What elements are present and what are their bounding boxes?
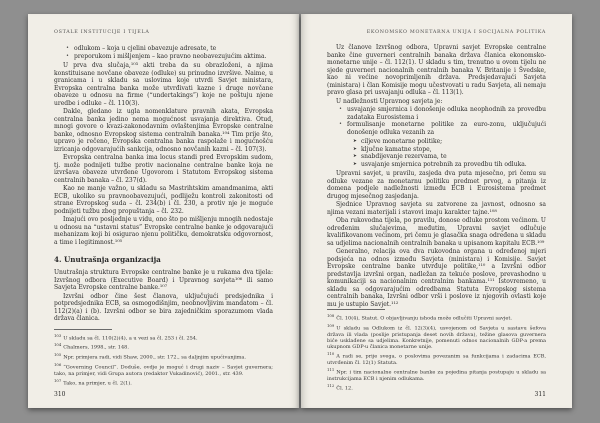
list-item-text: usvajanje smjernica potrebnih za provedbu tih odluka.	[361, 160, 527, 168]
list-item-text: formulisanje monetarne politike za euro-zonu, uključujući donošenje odluka vezanih za	[347, 121, 546, 136]
footnote-number: 108	[327, 313, 335, 318]
paragraph: Generalno, relacija ova dva rukovodna organa u određenoj mjeri podsjeća na odnos između Savjeta (ministara) i Komisije. Savjet Evropske centralne banke utvrđuje politike,¹¹⁰ a Izvršni odbor predstavlja izvršni organ, nadležan za tekuće poslove, prevashodno u komunikaciji sa nacionalnim centralnim bankama.¹¹¹ Istovremeno, u skladu sa odgovarajućim odredbama Statuta Evropskog sistema centralnih banaka, Izvršni odbor vrši i poslove iz njegovih ovlasti koje mu je ustupio Savjet.¹¹²	[327, 248, 546, 308]
footnote-number: 109	[327, 322, 335, 328]
footnote	[54, 378, 273, 387]
footnote-text: Npr. i tim nacionalne centralne banke za pojedina pitanja postupaju u skladu sa instrukcijama ECB i njenim odlukama.	[327, 370, 546, 383]
left-page-body	[54, 44, 273, 324]
footnote-text: Chalmers, 1998., str. 148.	[63, 345, 129, 352]
footnotes-left	[54, 329, 273, 397]
bullet-icon: •	[66, 52, 69, 59]
footnote	[327, 313, 546, 322]
bullet-icon: •	[339, 106, 342, 112]
footnote-text: “Governing Council”. Doduše, ovdje je moguć i drugi naziv – Savjet guvernera; tako, na primjer, vidi Grupa autora (redaktor Vukadinović), 2001., str. 439.	[54, 364, 273, 377]
footnote-number: 111	[327, 367, 335, 373]
footnote	[327, 367, 546, 382]
footnote-rule	[54, 329, 112, 330]
footnote-text: U skladu sa Odlukom iz čl. 12(3)(4), usvojenom od Savjeta u sastavu šefova država ili vlada (poslije pristupanja deset novih država), težine glasova guvernera biće usklađene sa udjelima. Konkretnije, pomenuti odnos nacionalnih GDP-a prema ukupnom GDP-u članica monetarne unije.	[327, 325, 546, 351]
footnote-number: 104	[54, 342, 62, 348]
paragraph: Dakle, gledano iz ugla nomenklature pravnih akata, Evropska centralna banka jedino nema mogućnost usvajanja direktiva. Otud, mnogi govore o kvazi-zakonodavnim ovlaštenjima Evropske centralne banke, odnosno Evropskog sistema centralnih banaka.¹⁰⁴ Tim prije što, upravo je rečeno, Evropska centralna banka raspolaže i mogućnošću izricanja odgovarajućih sankcija, odnosno novčanih kazni – čl. 107(3).	[54, 108, 273, 153]
footnote-text: A radi se, prije svega, o poslovima povezanim sa funkcijama i zadacima ECB, utvrđenim čl. 12(1) Statuta.	[327, 353, 546, 367]
paragraph: Evropska centralna banka ima locus standi pred Evropskim sudom, tj. može podnijeti tužbe protiv nacionalne centralne banke koja ne izvršava obaveze utvrđene Ugovorom i Statutom Evropskog sistema centralnih banaka – čl. 237(d).	[54, 154, 273, 184]
paragraph: Kao ne manje važno, u skladu sa Mastrihtskim amandmanima, akti ECB, ukoliko su pravnoobavezujući, podliježu kontroli zakonitosti od strane Evropskog suda – čl. 234(b) i čl. 230, a protiv nje je moguće podnijeti tužbu zbog propuštanja – čl. 232.	[54, 185, 273, 215]
arrow-bullet-icon: ➤	[353, 161, 357, 167]
footnote-text: Tako, na primjer, u čl. 2(1).	[63, 380, 132, 387]
list-item-text: ciljeve monetarne politike;	[361, 138, 443, 145]
footnote-text: Npr. primjera radi, vidi Shaw, 2000., str. 172., sa daljnjim upućivanjima.	[63, 354, 246, 361]
footnote-text: U skladu sa čl. 110(2)(4), a u vezi sa čl. 253 i čl. 254.	[63, 335, 198, 342]
paragraph: Sjednice Upravnog savjeta su zatvorene za javnost, odnosno sa njima vezani materijali i stavovi imaju karakter tajne.¹⁰⁸	[327, 201, 546, 216]
list-item	[66, 45, 273, 53]
list-item-text: ključne kamatne stope,	[361, 145, 432, 153]
running-header-left: OSTALE INSTITUCIJE I TIJELA	[54, 30, 150, 35]
paragraph: Imajući ovo posljednje u vidu, ono što po mišljenju mnogih nedostaje u odnosu na “ustavni status” Evropske centralne banke je odgovarajući mehanizam koji bi osigurao njenu političku, demokratsku odgovornost, a time i legitimnost.¹⁰⁵	[54, 216, 273, 246]
bullet-list	[66, 45, 273, 60]
paragraph: Unutrašnja struktura Evropske centralne banke je u rukama dva tijela: Izvršnog odbora (Executive Board) i Upravnog savjeta¹⁰⁶ ili samo Savjeta Evropske centralne banke.¹⁰⁷	[54, 269, 273, 291]
paragraph: Izvršni odbor čine šest članova, uključujući predsjednika i potpredsjednika ECB, sa osmogodišnjim, neobnovljivim mandatom – čl. 112(2)(a) i (b). Izvršni odbor se bira zajedničkim sporazumom vlada država članica.	[54, 292, 273, 322]
paragraph: Oba rukovodna tijela, po pravilu, donose odluke prostom većinom. U određenim slučajevima, međutim, Upravni savjet odlučuje kvalifikovanom većinom, pri čemu je glasačka snaga određena u skladu sa udjelima nacionalnih centralnih banaka u upisanom kapitalu ECB.¹⁰⁹	[327, 217, 546, 247]
section-heading: 4. Unutrašnja organizacija	[54, 255, 161, 264]
footnotes-right	[327, 309, 546, 401]
footnote-number: 112	[327, 383, 335, 389]
list-item	[353, 138, 546, 146]
list-item-text: snabdijevanje rezervama, te	[361, 153, 447, 160]
paragraph: U prva dva slučaja,¹⁰³ akti treba da su obrazloženi, a njima konstituisane novčane obaveze (odluke) su prinudno izvršive. Naime, u granicama i u skladu sa uslovima koje utvrdi Savjet ministara, Evropska centralna banka može utvrđivati kazne i druge novčane obaveze u odnosu na firme (“undertakings”) koje ne poštuju njene uredbe i odluke – čl. 110(3).	[54, 62, 273, 107]
running-header-right: EKONOMSKO MONETARNA UNIJA I SOCIJALNA POLITIKA	[366, 30, 546, 35]
paragraph: Uz članove Izvršnog odbora, Upravni savjet Evropske centralne banke čine guverneri centralnih banaka država članica ekonomsko-monetarne unije – čl. 112(1). U skladu s tim, trenutno u ovom tijelu ne sjede guverneri nacionalnih centralnih banaka V. Britanije i Švedske, kao ni većine novoprimljenih država. Predsjedavajući Savjeta (ministara) i član Komisije mogu učestvovati u radu Savjeta, ali nemaju pravo glasa pri usvajanju odluka – čl. 113(1).	[327, 44, 546, 96]
footnote	[54, 362, 273, 377]
list-item-text: odlukom – koja u cjelini obavezuje adresate, te	[74, 45, 217, 52]
left-page	[28, 14, 299, 408]
list-item	[339, 106, 546, 121]
list-item	[353, 146, 546, 154]
footnote-number: 106	[54, 362, 62, 368]
arrow-bullet-icon: ➤	[353, 146, 357, 152]
list-item	[339, 121, 546, 136]
page-number-right: 311	[534, 391, 546, 398]
footnote-text: Čl. 10(4), Statut. O objavljivanju ishoda može odlučiti Upravni savjet.	[336, 315, 512, 322]
footnote-rule	[327, 309, 385, 310]
page-number-left: 310	[54, 391, 66, 398]
list-item	[66, 53, 273, 61]
right-page-body	[327, 44, 546, 309]
bullet-icon: •	[339, 121, 342, 127]
footnote-text: Čl. 12.	[336, 386, 353, 393]
bullet-icon: •	[66, 45, 69, 51]
list-item-text: preporukom i mišljenjem – kao pravno neobavezujućim aktima.	[74, 52, 267, 60]
paragraph: Upravni savjet, u pravilu, zasjeda dva puta mjesečno, pri čemu su odluke vezane za monetarnu politiku predmet prvog, a pitanja iz domena podjele nadležnosti između ECB i Eurosistema predmet drugog mjesečnog zasjedanja.	[327, 170, 546, 200]
sub-bullet-list	[353, 138, 546, 168]
list-item	[353, 153, 546, 161]
bullet-list	[339, 106, 546, 136]
book-spread	[28, 14, 572, 408]
arrow-bullet-icon: ➤	[353, 139, 357, 144]
list-item-text: usvajanje smjernica i donošenje odluka neophodnih za provedbu zadataka Eurosistema i	[347, 106, 546, 121]
list-item	[353, 161, 546, 169]
arrow-bullet-icon: ➤	[353, 154, 357, 159]
footnote	[327, 323, 546, 350]
footnote	[54, 352, 273, 361]
footnote	[327, 383, 546, 392]
footnote-number: 107	[54, 378, 62, 384]
right-page	[301, 14, 572, 408]
footnote-number: 103	[54, 332, 62, 338]
footnote-number: 110	[327, 351, 335, 357]
footnote	[54, 333, 273, 342]
footnote	[327, 351, 546, 366]
paragraph: U nadležnosti Upravnog savjeta je:	[336, 97, 443, 105]
footnote-number: 105	[54, 352, 62, 358]
footnote	[54, 342, 273, 351]
